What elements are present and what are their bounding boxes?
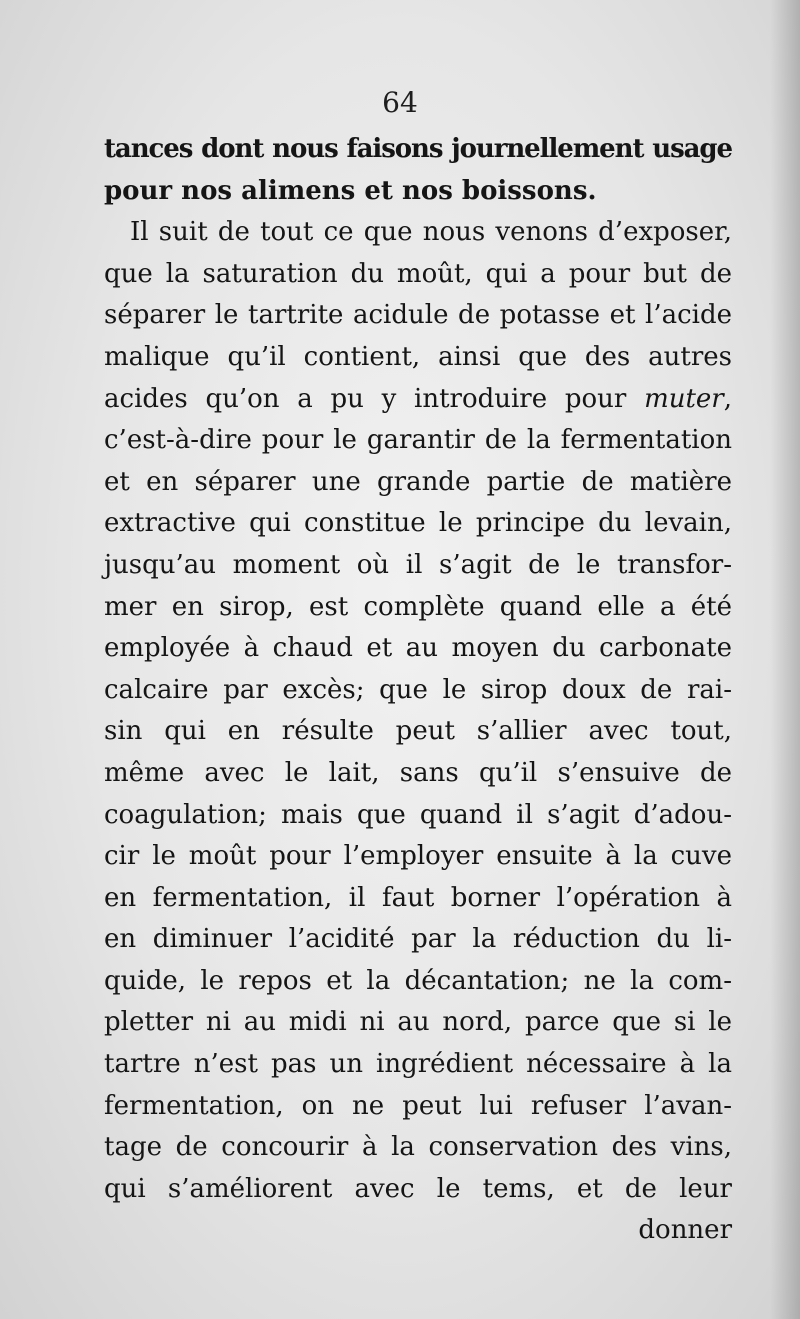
- text-line: malique qu’il contient, ainsi que des autres: [104, 341, 732, 372]
- text-line: mer en sirop, est complète quand elle a été: [104, 591, 732, 622]
- page-edge-shadow: [770, 0, 800, 1319]
- italic-term: muter: [644, 383, 724, 414]
- text-line: sin qui en résulte peut s’allier avec tout,: [104, 716, 732, 747]
- body-text: [104, 129, 732, 1252]
- text-line: en diminuer l’acidité par la réduction du li-: [104, 924, 732, 955]
- text-line: quide, le repos et la décantation; ne la com-: [104, 965, 732, 996]
- text-line: séparer le tartrite acidule de potasse et l’acide: [104, 300, 732, 331]
- paragraph-start-line: Il suit de tout ce que nous venons d’exposer,: [130, 217, 732, 248]
- text-line: pletter ni au midi ni au nord, parce que si le: [104, 1007, 732, 1038]
- page-number: 64: [382, 86, 418, 119]
- text-line: que la saturation du moût, qui a pour but de: [104, 258, 732, 289]
- text-line: fermentation, on ne peut lui refuser l’avan-: [104, 1090, 732, 1121]
- text-line: coagulation; mais que quand il s’agit d’adou-: [104, 799, 732, 830]
- text-line-with-italic: [104, 379, 732, 421]
- text-line: jusqu’au moment où il s’agit de le transfor-: [104, 549, 732, 580]
- text-line: et en séparer une grande partie de matière: [104, 466, 732, 497]
- text-line: calcaire par excès; que le sirop doux de rai-: [104, 674, 732, 705]
- punctuation: ,: [723, 383, 732, 414]
- text-line: qui s’améliorent avec le tems, et de leur: [104, 1173, 732, 1204]
- text-line: c’est-à-dire pour le garantir de la fermentation: [104, 425, 732, 456]
- text-line: tage de concourir à la conservation des vins,: [104, 1132, 732, 1163]
- text-line: tances dont nous faisons journellement usage: [104, 134, 732, 164]
- text-line: en fermentation, il faut borner l’opération à: [104, 882, 732, 913]
- text-line: pour nos alimens et nos boissons.: [104, 175, 597, 206]
- text-line: extractive qui constitue le principe du levain,: [104, 508, 732, 539]
- text-line: même avec le lait, sans qu’il s’ensuive de: [104, 757, 732, 788]
- catchword: donner: [638, 1215, 732, 1246]
- text-segment: acides qu’on a pu y introduire pour: [104, 383, 627, 414]
- text-line: employée à chaud et au moyen du carbonate: [104, 633, 732, 664]
- text-line: tartre n’est pas un ingrédient nécessaire à la: [104, 1049, 732, 1080]
- text-line: cir le moût pour l’employer ensuite à la cuve: [104, 841, 732, 872]
